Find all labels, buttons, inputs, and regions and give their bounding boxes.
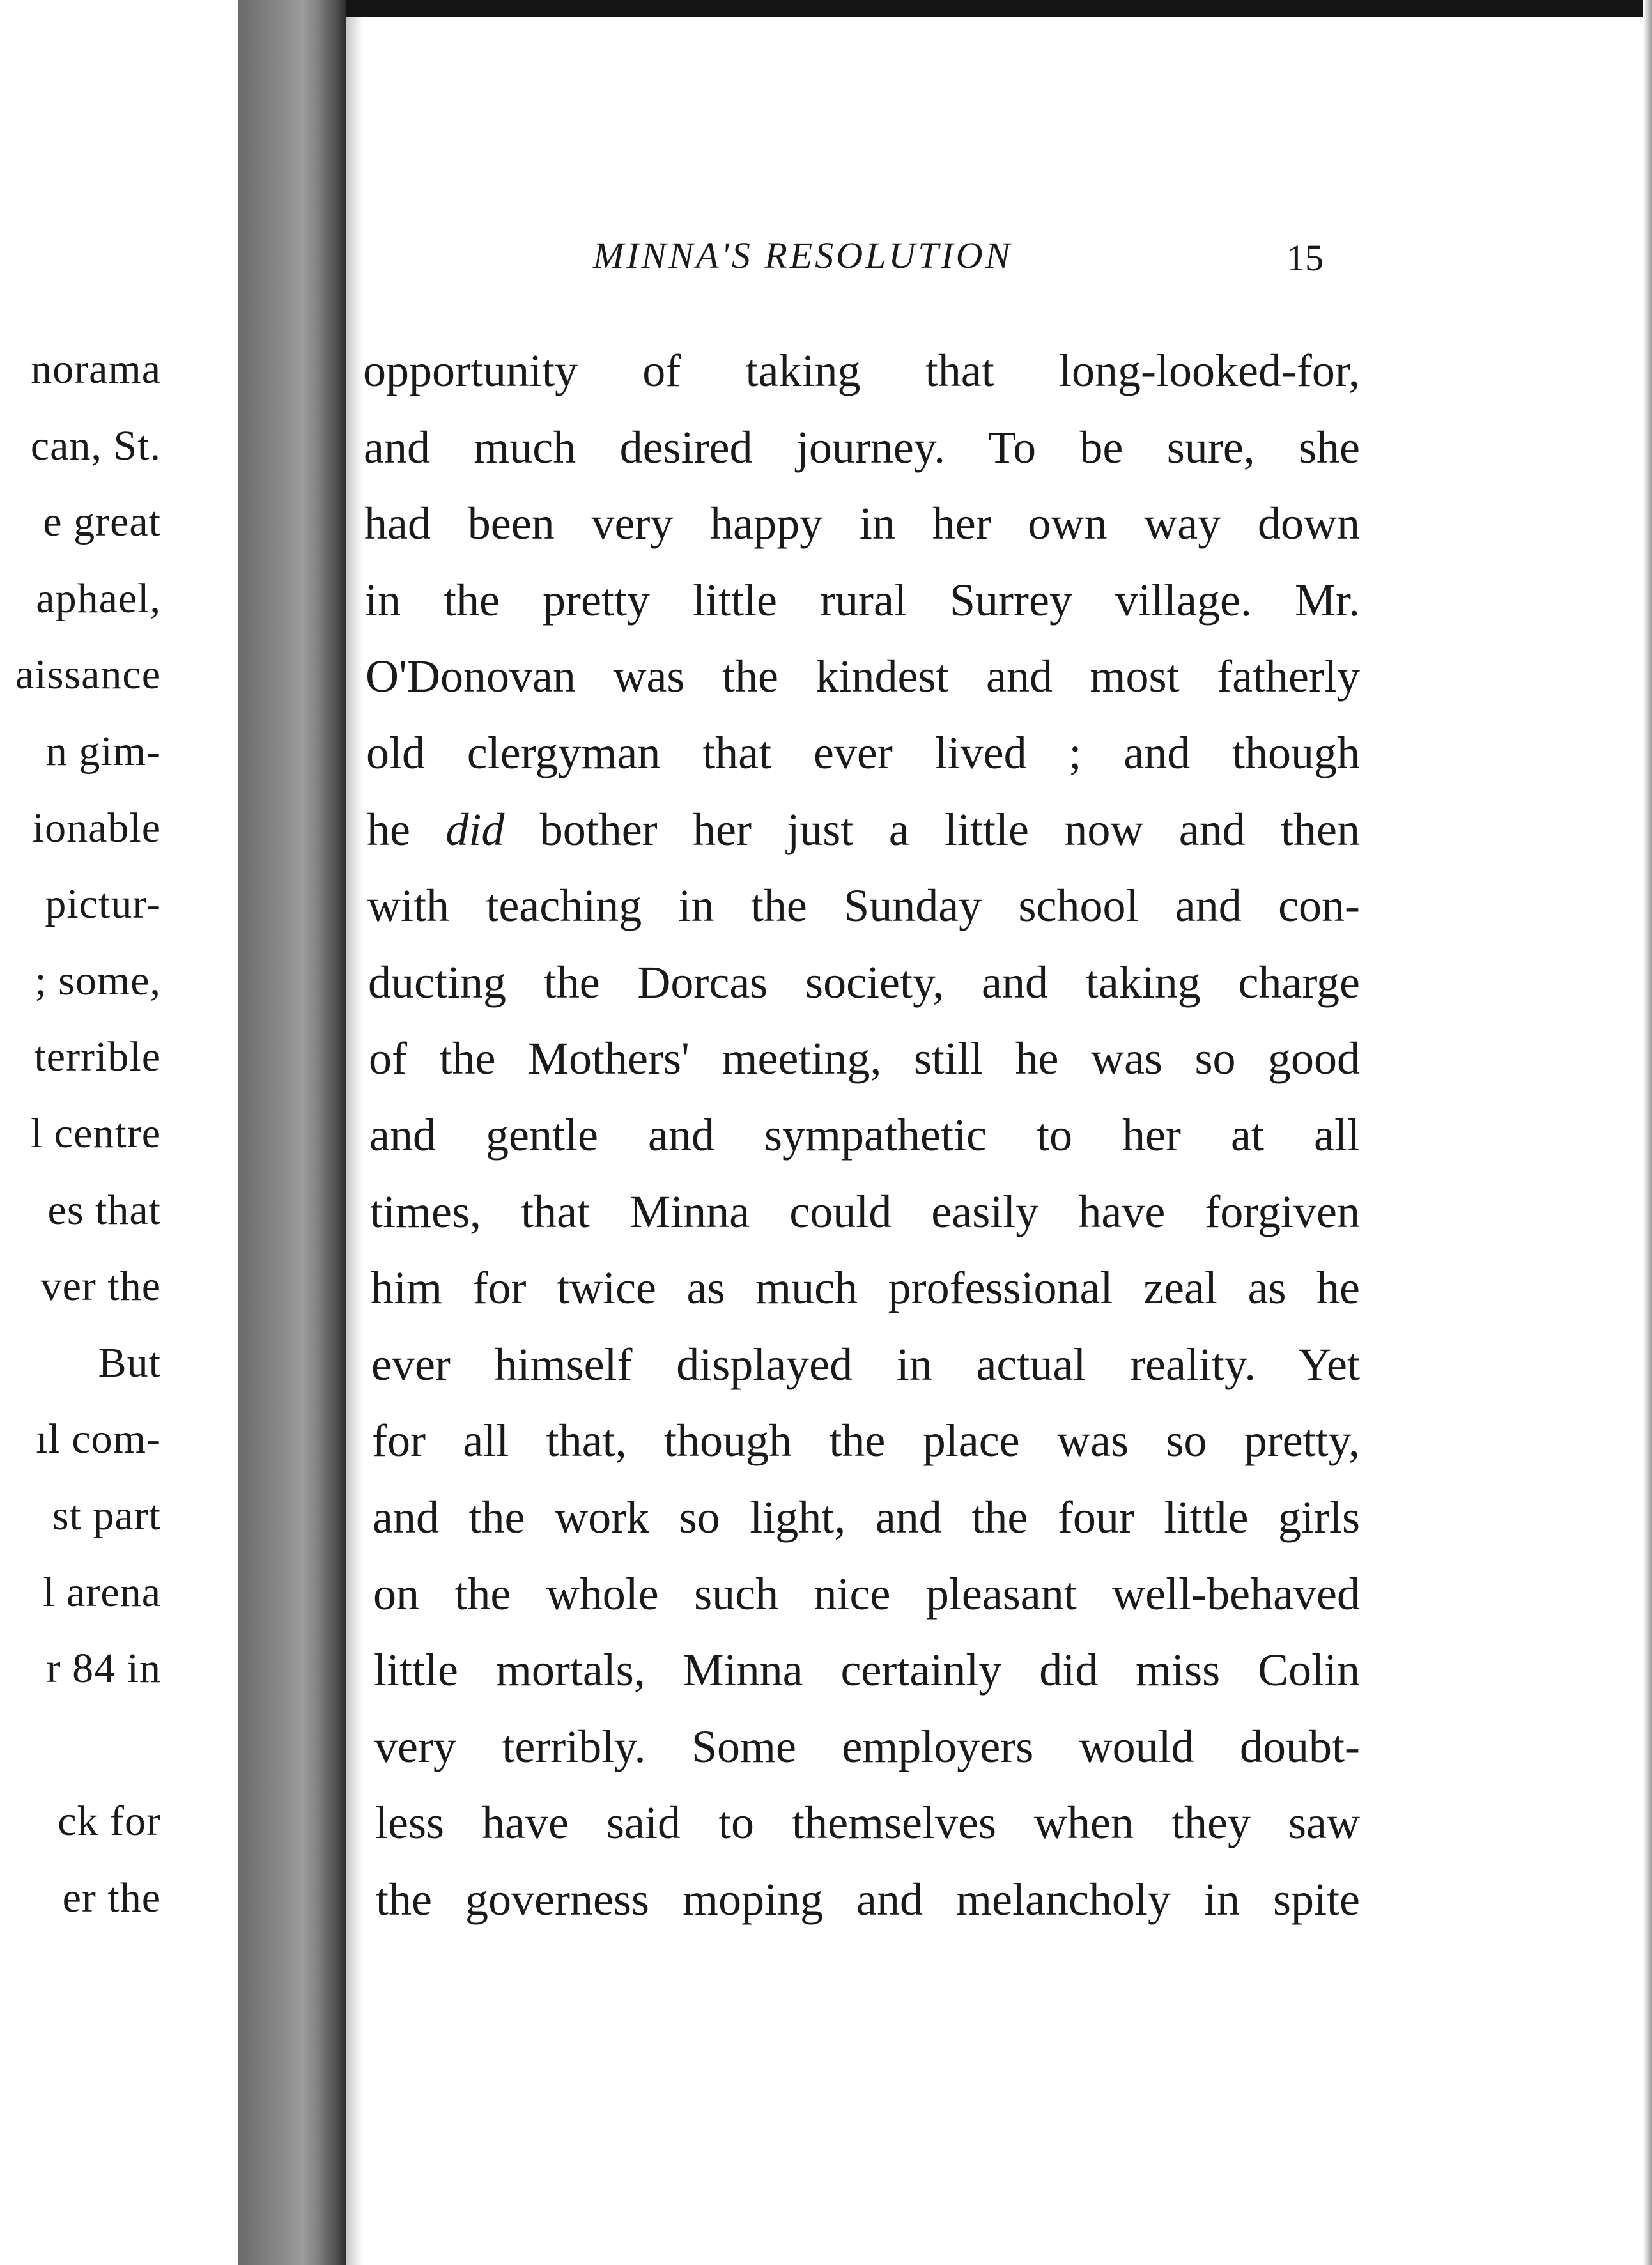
body-line: and gentle and sympathetic to her at all — [369, 1109, 1360, 1161]
left-page-line: ıl com- — [36, 1416, 161, 1463]
body-line: opportunity of taking that long-looked-for, — [363, 345, 1360, 396]
left-page-line: ver the — [40, 1263, 161, 1310]
left-page-line: ck for — [58, 1798, 161, 1845]
body-line: him for twice as much professional zeal as he — [371, 1262, 1360, 1314]
text-run: bother her just a little now and then — [504, 803, 1360, 855]
left-page-line: l centre — [30, 1110, 161, 1157]
left-page-line: n gim- — [45, 728, 161, 775]
body-line: on the whole such nice pleasant well-behaved — [373, 1568, 1360, 1620]
body-line: with teaching in the Sunday school and con- — [367, 880, 1360, 932]
left-page-line: But — [98, 1339, 161, 1386]
left-page-line: ; some, — [35, 957, 161, 1004]
gutter-shadow — [346, 17, 363, 2265]
body-line: O'Donovan was the kindest and most fatherly — [366, 651, 1360, 702]
body-line: in the pretty little rural Surrey village. Mr. — [365, 574, 1360, 626]
left-page-line: pictur- — [45, 881, 161, 928]
left-page-line: terrible — [34, 1033, 161, 1081]
body-line: and much desired journey. To be sure, she — [364, 421, 1360, 473]
left-page-line: r 84 in — [46, 1645, 161, 1692]
body-text — [363, 333, 1360, 1938]
body-line: ducting the Dorcas society, and taking charge — [368, 956, 1360, 1008]
body-line — [367, 792, 1360, 869]
italic-emphasis: did — [445, 803, 505, 855]
left-page-line: er the — [62, 1875, 161, 1921]
body-line: had been very happy in her own way down — [364, 498, 1360, 550]
body-line: for all that, though the place was so pretty, — [372, 1415, 1360, 1467]
left-page-line: aissance — [15, 651, 161, 699]
text-run: he — [367, 803, 446, 855]
left-page-line: e great — [43, 499, 161, 546]
body-line: times, that Minna could easily have forgiven — [370, 1186, 1360, 1237]
body-line: of the Mothers' meeting, still he was so good — [369, 1033, 1360, 1085]
book-gutter — [238, 0, 346, 2265]
left-page-line: ionable — [32, 804, 161, 851]
body-line: the governess moping and melancholy in spite — [376, 1873, 1360, 1925]
book-page — [363, 17, 1652, 2265]
left-page-line: can, St. — [30, 422, 161, 469]
binding-top-edge — [238, 0, 1652, 17]
page-right-edge — [1643, 0, 1652, 2265]
body-line: old clergyman that ever lived ; and though — [366, 727, 1360, 778]
page-number: 15 — [1286, 237, 1324, 279]
left-page-line: norama — [31, 346, 161, 392]
left-page-line: aphael, — [36, 575, 161, 622]
previous-page-edge — [0, 0, 238, 2265]
left-page-line: st part — [52, 1492, 161, 1539]
left-page-line: l arena — [43, 1568, 161, 1616]
body-line: ever himself displayed in actual reality. Yet — [371, 1338, 1360, 1390]
body-line: very terribly. Some employers would doubt- — [374, 1720, 1360, 1772]
left-page-line: es that — [47, 1186, 161, 1233]
body-line: and the work so light, and the four little girls — [373, 1491, 1360, 1543]
body-line: little mortals, Minna certainly did miss Colin — [374, 1644, 1360, 1696]
running-head-title: MINNA'S RESOLUTION — [593, 235, 1013, 276]
body-line: less have said to themselves when they saw — [375, 1797, 1360, 1849]
